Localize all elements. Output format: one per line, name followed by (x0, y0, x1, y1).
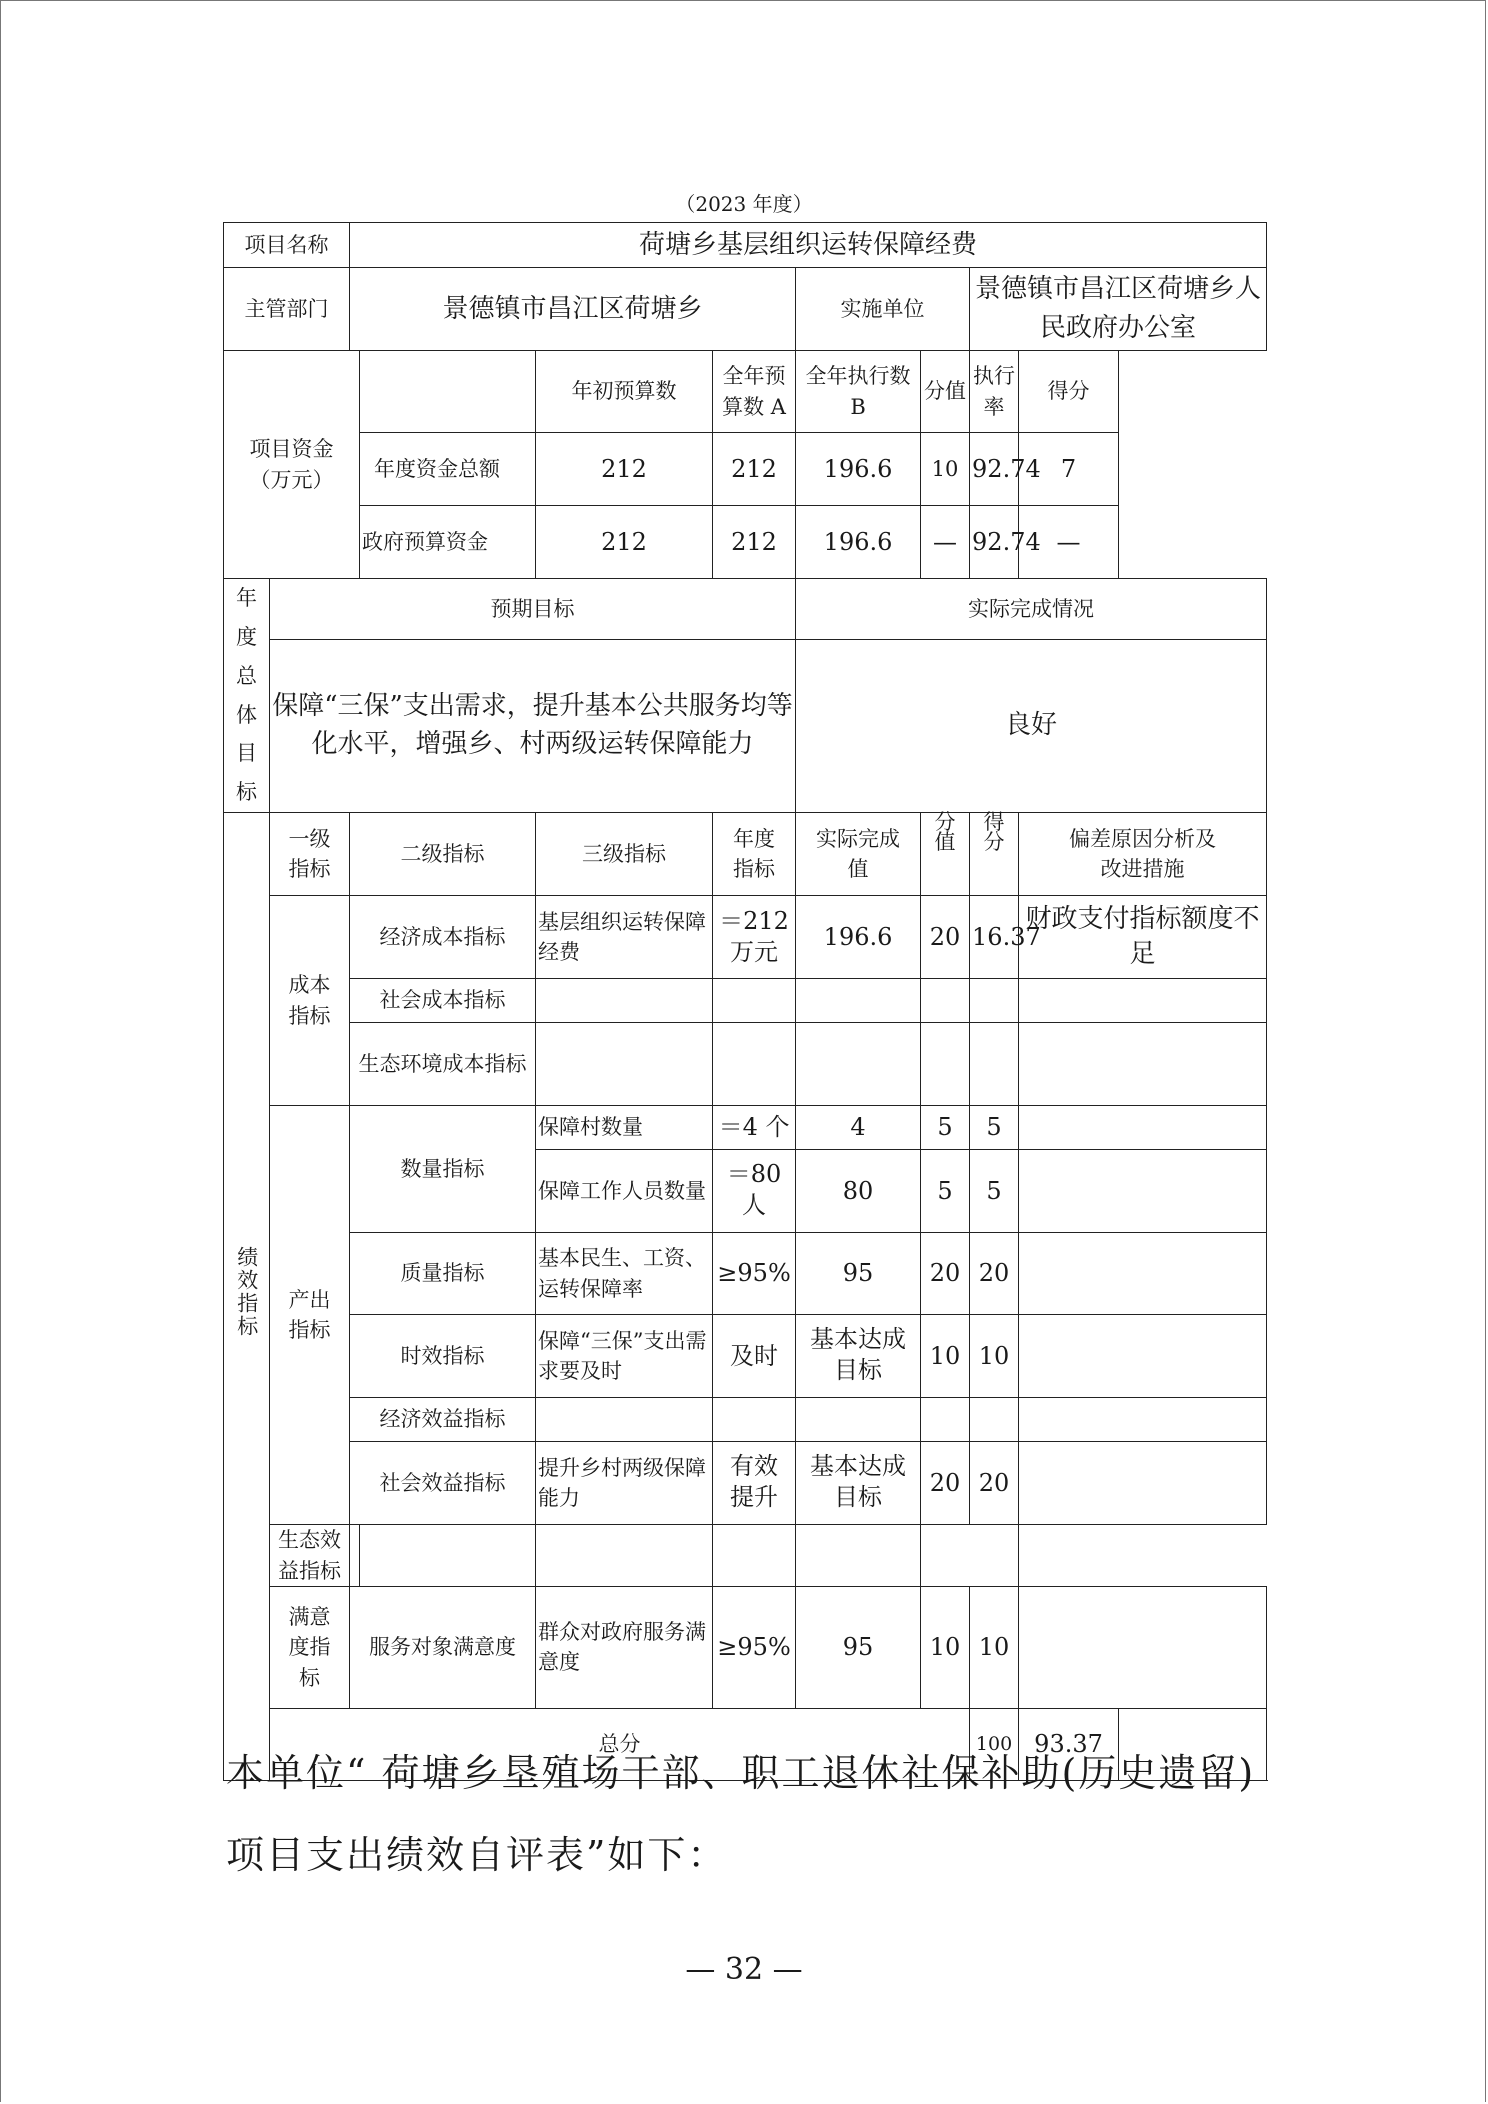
header-weight (921, 810, 970, 896)
level2-cell: 经济效益指标 (350, 1398, 536, 1442)
level2-cell (350, 1023, 536, 1106)
level2-cell: 时效指标 (350, 1315, 536, 1398)
target-cell (713, 1398, 796, 1442)
target-cell: ≥95% (713, 1586, 796, 1708)
weight-cell (713, 1525, 796, 1587)
target-cell-text: 有效提升 (730, 1452, 779, 1512)
actual-cell: 80 (796, 1150, 921, 1233)
target-cell: 及时 (713, 1315, 796, 1398)
level2-cell: 质量指标 (350, 1233, 536, 1315)
actual-cell (536, 1525, 713, 1587)
weight-cell: 5 (921, 1106, 970, 1150)
actual-cell: 95 (796, 1586, 921, 1708)
weight-cell (921, 1023, 970, 1106)
target-cell: ≥95% (713, 1233, 796, 1315)
page-number: — 32 — (685, 1952, 803, 1987)
header-actual-value-text: 实际完成值 (816, 826, 901, 882)
weight-cell (921, 979, 970, 1023)
actual-cell-text: 基本达成目标 (810, 1452, 907, 1512)
level3-cell: 基本民生、工资、运转保障率 (536, 1233, 713, 1315)
score-cell: 10 (970, 1586, 1019, 1708)
level3-cell (350, 1525, 360, 1587)
funds-label: 项目资金（万元） (224, 351, 360, 579)
target-cell: ＝4 个 (713, 1106, 796, 1150)
paragraph-line-1: 本单位“ 荷塘乡垦殖场干部、职工退休社保补助(历史遗留) (226, 1751, 1256, 1795)
actual-cell (796, 979, 921, 1023)
funds-header-blank (360, 351, 536, 433)
deviation-cell (1019, 1442, 1267, 1525)
deviation-cell (1019, 1315, 1267, 1398)
level3-cell: 保障“三保”支出需求要及时 (536, 1315, 713, 1398)
dept-label: 主管部门 (224, 268, 350, 351)
level3-cell (536, 1023, 713, 1106)
col-score: 得分 (1019, 351, 1119, 433)
col-execution-rate: 执行率 (970, 351, 1019, 433)
funds-executed: 196.6 (796, 433, 921, 506)
target-cell (360, 1525, 536, 1587)
group-cost (270, 896, 350, 1106)
target-cell (713, 896, 796, 979)
funds-row-name: 政府预算资金 (360, 506, 536, 579)
level3-cell (536, 979, 713, 1023)
group-satisfaction (270, 1586, 350, 1708)
score-cell: 5 (970, 1106, 1019, 1150)
funds-score: — (1019, 506, 1119, 579)
score-cell (970, 1023, 1019, 1106)
deviation-cell (921, 1525, 1019, 1587)
actual-cell-text: 基本达成目标 (810, 1325, 907, 1385)
funds-annual: 212 (713, 506, 796, 579)
group-output-text: 产出指标 (288, 1287, 331, 1343)
weight-cell: 20 (921, 1442, 970, 1525)
funds-executed: 196.6 (796, 506, 921, 579)
weight-cell: 20 (921, 1233, 970, 1315)
deviation-cell (1019, 1106, 1267, 1150)
actual-cell (796, 1398, 921, 1442)
score-cell: 20 (970, 1442, 1019, 1525)
actual-cell (796, 1442, 921, 1525)
actual-cell (796, 1315, 921, 1398)
deviation-cell (1019, 1233, 1267, 1315)
score-cell: 20 (970, 1233, 1019, 1315)
weight-cell: 20 (921, 896, 970, 979)
level2-cell: 生态效益指标 (270, 1525, 350, 1587)
project-name-label: 项目名称 (224, 223, 350, 268)
level2-cell-text: 生态环境成本指标 (358, 1051, 527, 1076)
header-level2: 二级指标 (350, 813, 536, 896)
col-score-value: 分值 (921, 351, 970, 433)
funds-score-value: 10 (921, 433, 970, 506)
total-score: 93.37 (1019, 1708, 1119, 1780)
level3-cell: 保障工作人员数量 (536, 1150, 713, 1233)
target-cell-text: ＝80人 (726, 1160, 782, 1220)
weight-cell: 10 (921, 1586, 970, 1708)
funds-rate: 92.74 (970, 506, 1019, 579)
col-initial-budget: 年初预算数 (536, 351, 713, 433)
paragraph-line-2: 项目支出绩效自评表”如下： (226, 1833, 728, 1877)
weight-cell (921, 1398, 970, 1442)
total-weight: 100 (970, 1708, 1019, 1780)
funds-score-value: — (921, 506, 970, 579)
goals-label (224, 579, 270, 813)
actual-completion: 良好 (796, 639, 1267, 812)
deviation-cell (1019, 1398, 1267, 1442)
weight-cell: 5 (921, 1150, 970, 1233)
score-cell (796, 1525, 921, 1587)
target-cell (713, 1150, 796, 1233)
level2-cell: 服务对象满意度 (350, 1586, 536, 1708)
impl-value: 景德镇市昌江区荷塘乡人民政府办公室 (970, 268, 1267, 351)
group-cost-text: 成本指标 (288, 973, 331, 1028)
level3-cell: 基层组织运转保障经费 (536, 896, 713, 979)
level2-cell: 社会成本指标 (350, 979, 536, 1023)
actual-cell: 4 (796, 1106, 921, 1150)
indicators-label-text: 绩效指标 (234, 1246, 259, 1339)
level3-cell: 保障村数量 (536, 1106, 713, 1150)
deviation-cell: 财政支付指标额度不足 (1019, 896, 1267, 979)
header-deviation (1019, 813, 1267, 896)
header-level1-text: 一级指标 (288, 826, 331, 882)
score-cell (970, 1398, 1019, 1442)
header-annual-target (713, 813, 796, 896)
evaluation-table (223, 222, 1267, 1781)
funds-initial: 212 (536, 506, 713, 579)
score-cell: 5 (970, 1150, 1019, 1233)
actual-cell: 196.6 (796, 896, 921, 979)
header-annual-target-text: 年度指标 (733, 826, 776, 882)
level2-cell: 经济成本指标 (350, 896, 536, 979)
funds-row-name: 年度资金总额 (360, 433, 536, 506)
deviation-cell (1019, 1023, 1267, 1106)
col-annual-budget: 全年预算数 A (713, 351, 796, 433)
level3-cell: 群众对政府服务满意度 (536, 1586, 713, 1708)
funds-initial: 212 (536, 433, 713, 506)
header-weight-text: 分值 (934, 810, 956, 854)
year-caption: （2023 年度） (675, 192, 813, 216)
deviation-cell (1019, 1150, 1267, 1233)
goals-label-text: 年度总体目标 (236, 586, 257, 805)
actual-cell: 95 (796, 1233, 921, 1315)
impl-label: 实施单位 (796, 268, 970, 351)
header-level1 (270, 813, 350, 896)
level2-cell: 社会效益指标 (350, 1442, 536, 1525)
group-satisfaction-text: 满意度指标 (288, 1604, 331, 1690)
dept-value: 景德镇市昌江区荷塘乡 (350, 268, 796, 351)
level3-cell: 提升乡村两级保障能力 (536, 1442, 713, 1525)
target-cell (713, 1442, 796, 1525)
header-deviation-text: 偏差原因分析及改进措施 (1069, 826, 1217, 882)
weight-cell: 10 (921, 1315, 970, 1398)
total-label: 总分 (270, 1708, 970, 1780)
expected-goal: 保障“三保”支出需求，提升基本公共服务均等化水平，增强乡、村两级运转保障能力 (270, 639, 796, 812)
col-annual-executed: 全年执行数 B (796, 351, 921, 433)
header-actual-value (796, 813, 921, 896)
funds-annual: 212 (713, 433, 796, 506)
level3-cell (536, 1398, 713, 1442)
target-cell-text: ＝212万元 (719, 906, 789, 967)
header-score (970, 810, 1019, 896)
group-output (270, 1106, 350, 1525)
deviation-cell (1019, 979, 1267, 1023)
actual-cell (796, 1023, 921, 1106)
score-cell: 10 (970, 1315, 1019, 1398)
score-cell (970, 979, 1019, 1023)
level2-cell: 数量指标 (350, 1106, 536, 1233)
indicators-label (224, 813, 270, 1781)
deviation-cell (1019, 1586, 1267, 1708)
target-cell (713, 979, 796, 1023)
target-cell (713, 1023, 796, 1106)
header-score-text: 得分 (983, 810, 1005, 854)
funds-rate: 92.74 (970, 433, 1019, 506)
score-cell: 16.37 (970, 896, 1019, 979)
project-name: 荷塘乡基层组织运转保障经费 (350, 223, 1267, 268)
expected-goal-label: 预期目标 (270, 579, 796, 640)
actual-completion-label: 实际完成情况 (796, 579, 1267, 640)
header-level3: 三级指标 (536, 813, 713, 896)
funds-score: 7 (1019, 433, 1119, 506)
